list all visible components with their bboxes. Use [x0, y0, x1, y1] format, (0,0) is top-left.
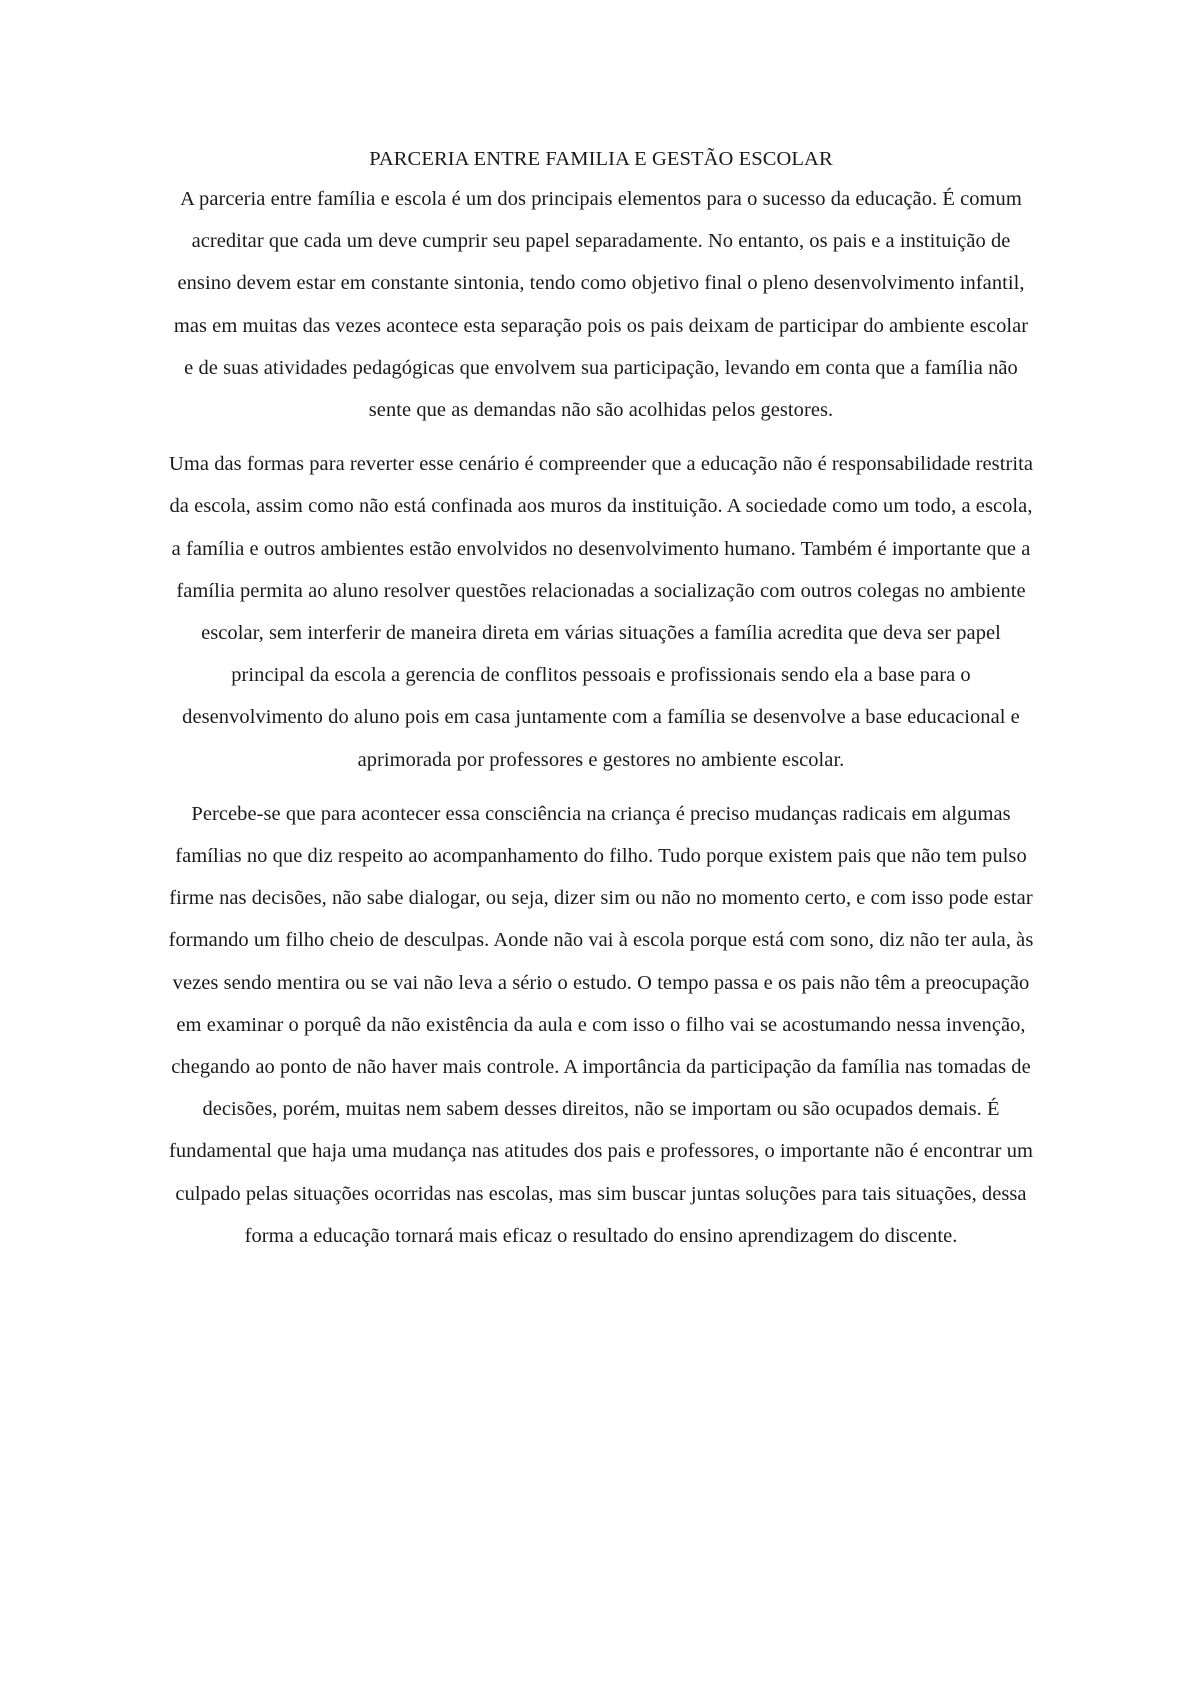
document-body — [168, 142, 1034, 1269]
document-title: PARCERIA ENTRE FAMILIA E GESTÃO ESCOLAR — [369, 148, 833, 170]
paragraph-1: A parceria entre família e escola é um dos principais elementos para o sucesso da educação. É comum acreditar que cada um deve cumprir seu papel separadamente. No entanto, os pais e a instituição de ensino devem estar em constante sintonia, tendo como objetivo final o pleno desenvolvimento infantil, mas em muitas das vezes acontece esta separação pois os pais deixam de participar do ambiente escolar e de suas atividades pedagógicas que envolvem sua participação, levando em conta que a família não sente que as demandas não são acolhidas pelos gestores. — [173, 188, 1029, 422]
paragraph-2: Uma das formas para reverter esse cenário é compreender que a educação não é responsabilidade restrita da escola, assim como não está confinada aos muros da instituição. A sociedade como um todo, a escola, a família e outros ambientes estão envolvidos no desenvolvimento humano. Também é importante que a família permita ao aluno resolver questões relacionadas a socialização com outros colegas no ambiente escolar, sem interferir de maneira direta em várias situações a família acredita que deva ser papel principal da escola a gerencia de conflitos pessoais e profissionais sendo ela a base para o desenvolvimento do aluno pois em casa juntamente com a família se desenvolve a base educacional e aprimorada por professores e gestores no ambiente escolar. — [169, 453, 1033, 771]
paragraph-3: Percebe-se que para acontecer essa consciência na criança é preciso mudanças radicais em algumas famílias no que diz respeito ao acompanhamento do filho. Tudo porque existem pais que não tem pulso firme nas decisões, não sabe dialogar, ou seja, dizer sim ou não no momento certo, e com isso pode estar formando um filho cheio de desculpas. Aonde não vai à escola porque está com sono, diz não ter aula, às vezes sendo mentira ou se vai não leva a sério o estudo. O tempo passa e os pais não têm a preocupação em examinar o porquê da não existência da aula e com isso o filho vai se acostumando nessa invenção, chegando ao ponto de não haver mais controle. A importância da participação da família nas tomadas de decisões, porém, muitas nem sabem desses direitos, não se importam ou são ocupados demais. É fundamental que haja uma mudança nas atitudes dos pais e professores, o importante não é encontrar um culpado pelas situações ocorridas nas escolas, mas sim buscar juntas soluções para tais situações, dessa forma a educação tornará mais eficaz o resultado do ensino aprendizagem do discente. — [168, 802, 1034, 1247]
